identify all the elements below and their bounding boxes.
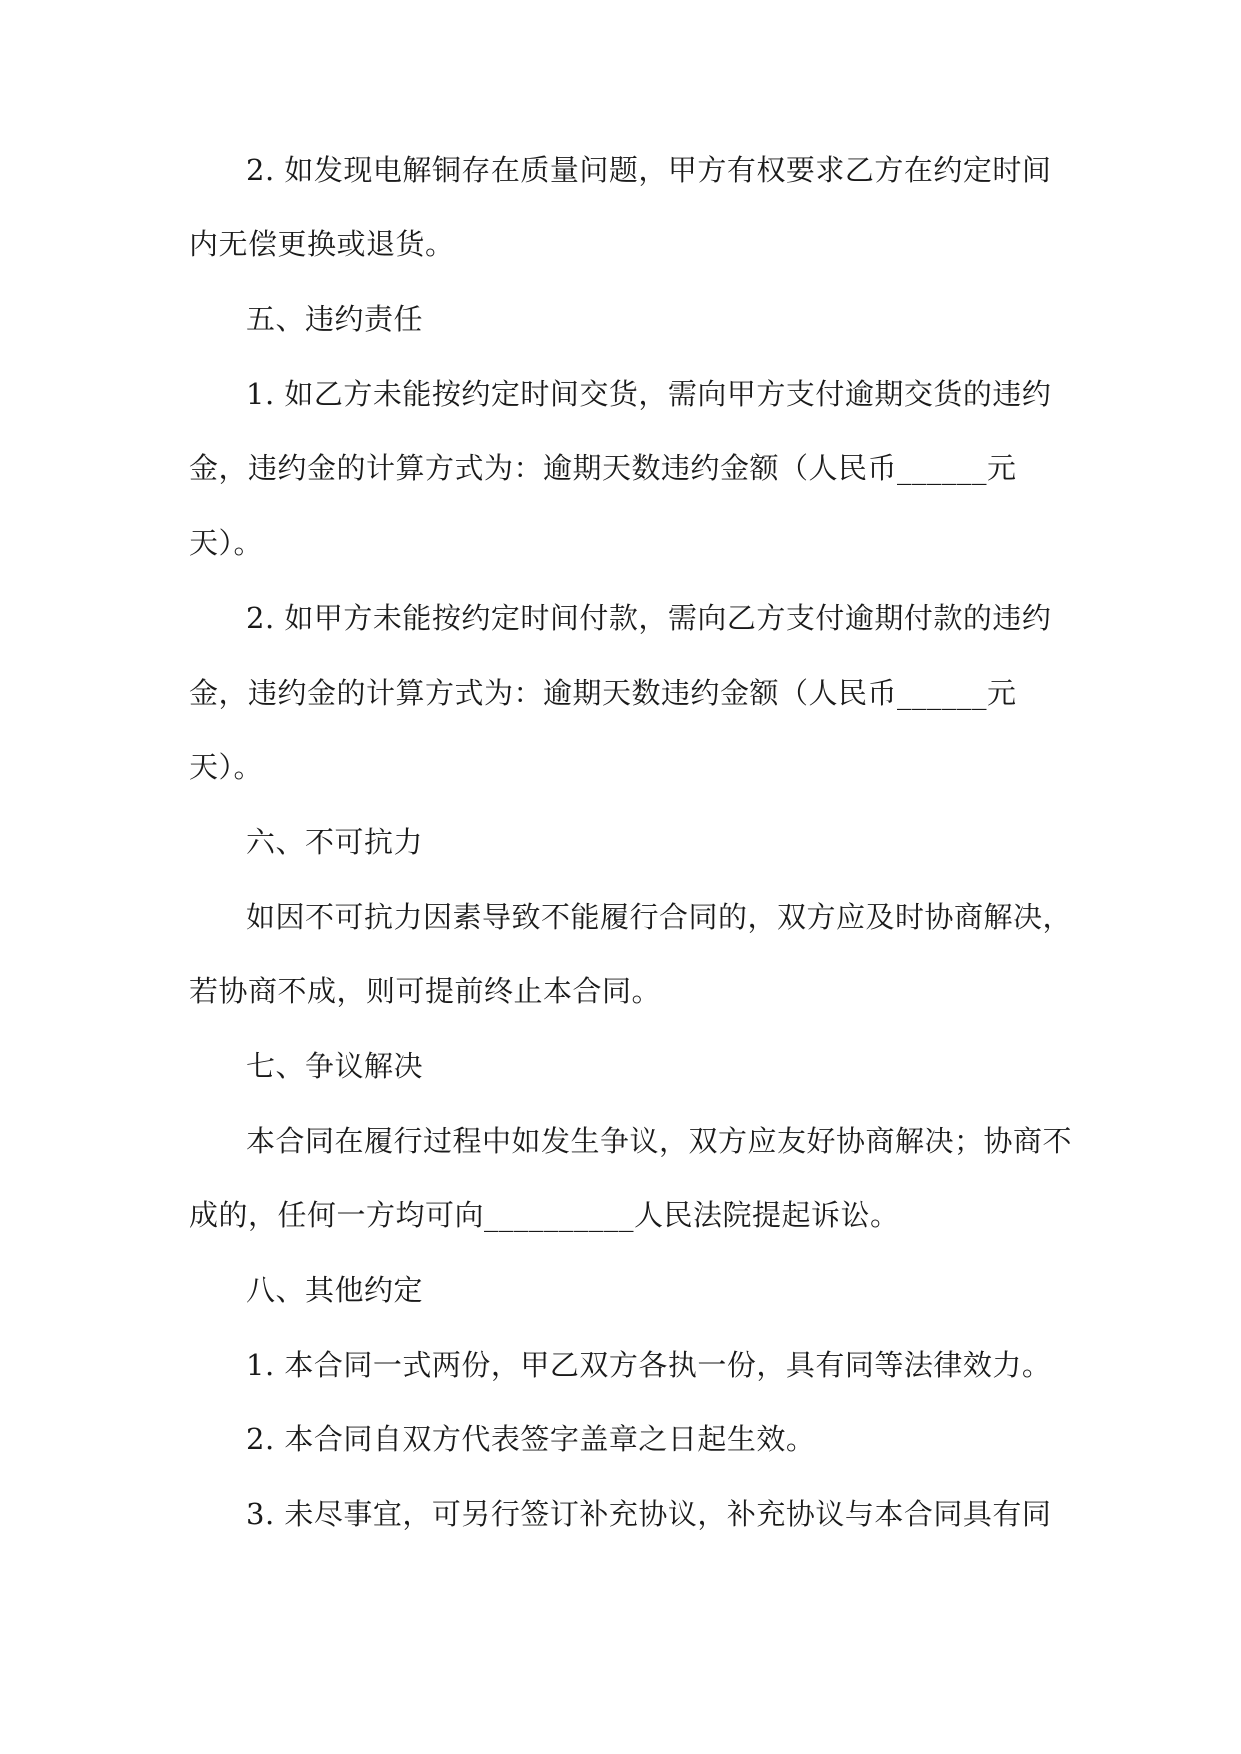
section-6-body-line-2: 若协商不成，则可提前终止本合同。 <box>189 974 662 1008</box>
section-6-heading: 六、不可抗力 <box>246 825 424 859</box>
clause-8-1: 1. 本合同一式两份，甲乙双方各执一份，具有同等法律效力。 <box>246 1348 1052 1382</box>
clause-5-1-line-2: 金，违约金的计算方式为：逾期天数违约金额（人民币______元 <box>189 451 1017 485</box>
section-8-heading: 八、其他约定 <box>246 1273 424 1307</box>
clause-4-2-line-2: 内无偿更换或退货。 <box>189 227 455 261</box>
section-7-body-line-1: 本合同在履行过程中如发生争议，双方应友好协商解决；协商不 <box>246 1124 1073 1158</box>
clause-8-2: 2. 本合同自双方代表签字盖章之日起生效。 <box>246 1422 816 1456</box>
clause-5-2-line-3: 天）。 <box>189 750 264 784</box>
section-5-heading: 五、违约责任 <box>246 302 424 336</box>
clause-5-1-line-1: 1. 如乙方未能按约定时间交货，需向甲方支付逾期交货的违约 <box>246 377 1052 411</box>
clause-5-2-line-2: 金，违约金的计算方式为：逾期天数违约金额（人民币______元 <box>189 676 1017 710</box>
clause-4-2-line-1: 2. 如发现电解铜存在质量问题，甲方有权要求乙方在约定时间 <box>246 153 1052 187</box>
section-7-heading: 七、争议解决 <box>246 1049 424 1083</box>
clause-5-1-line-3: 天）。 <box>189 526 264 560</box>
clause-5-2-line-1: 2. 如甲方未能按约定时间付款，需向乙方支付逾期付款的违约 <box>246 601 1052 635</box>
section-6-body-line-1: 如因不可抗力因素导致不能履行合同的，双方应及时协商解决， <box>246 900 1073 934</box>
clause-8-3-line-1: 3. 未尽事宜，可另行签订补充协议，补充协议与本合同具有同 <box>246 1497 1052 1531</box>
section-7-body-line-2: 成的，任何一方均可向__________人民法院提起诉讼。 <box>189 1198 900 1232</box>
